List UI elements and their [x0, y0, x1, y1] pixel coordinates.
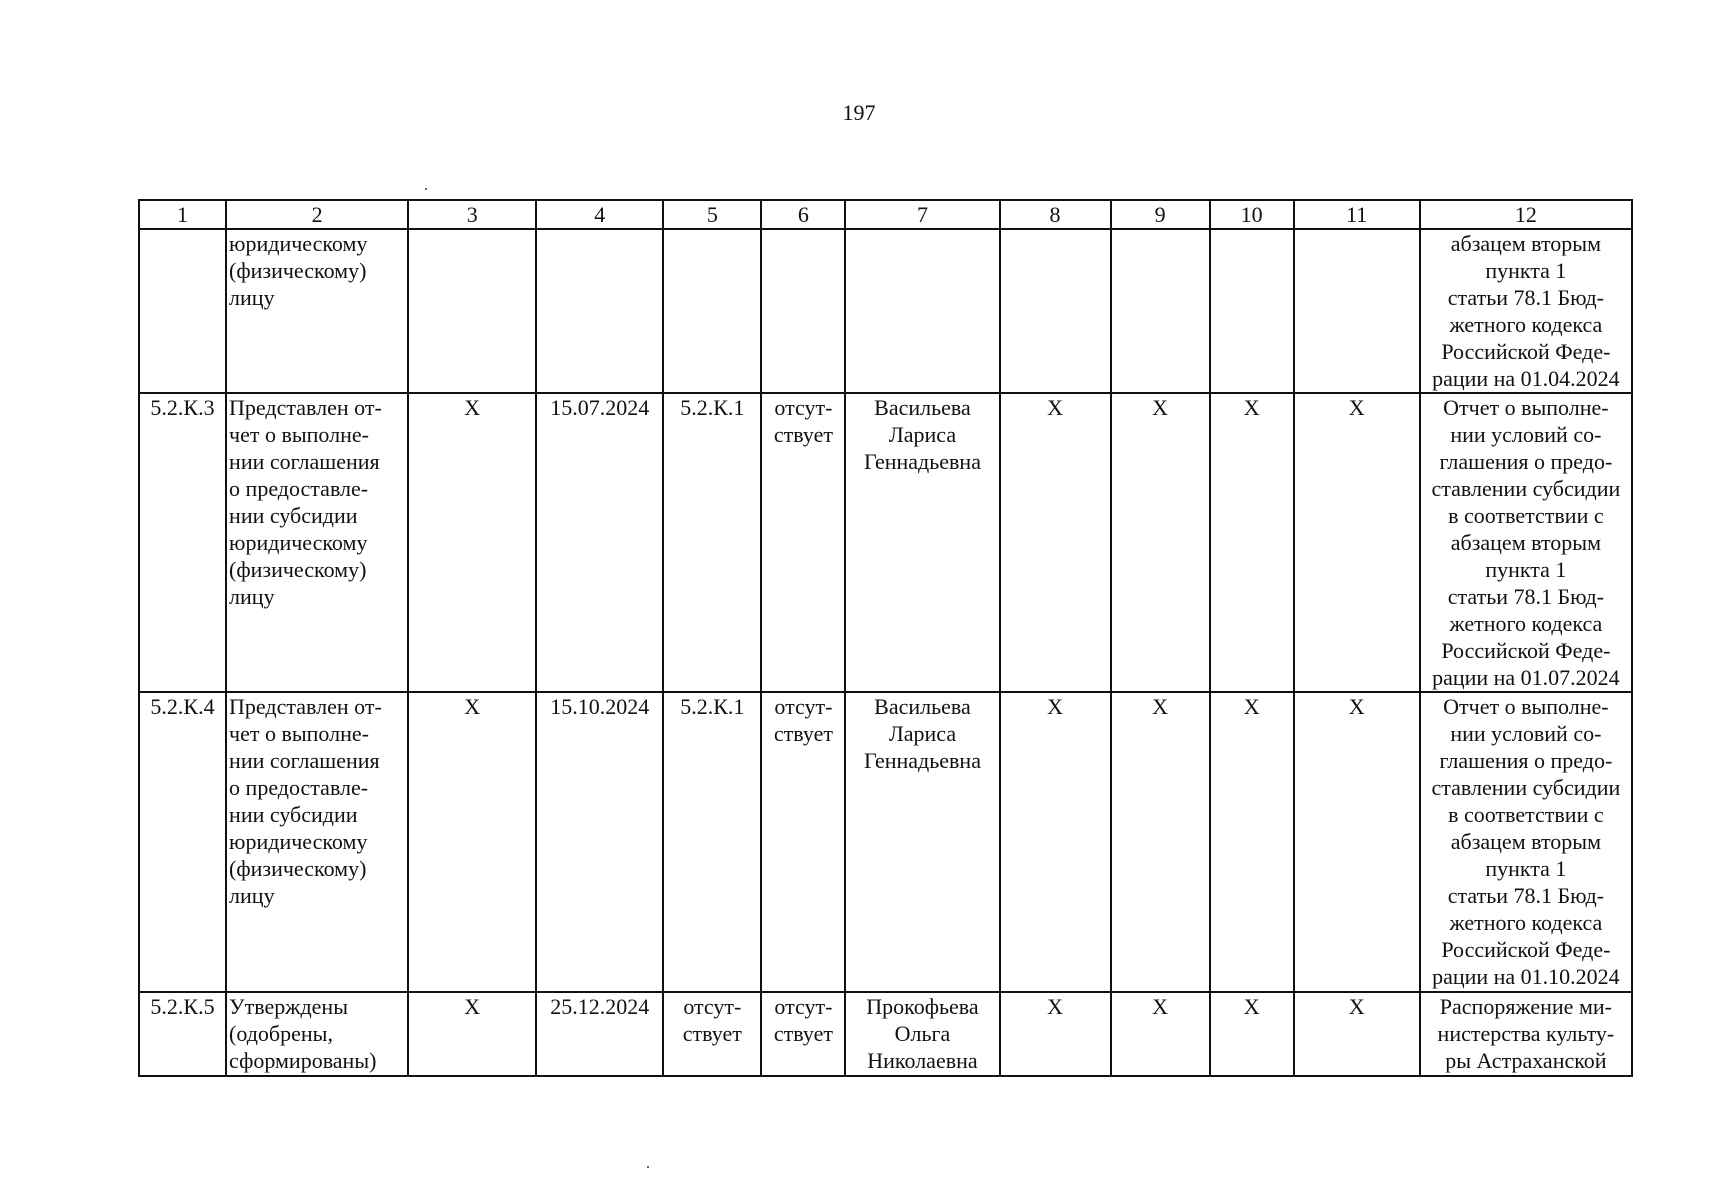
column-header: 10: [1210, 200, 1294, 229]
cell-col9: X: [1111, 992, 1210, 1076]
column-header: 1: [139, 200, 226, 229]
cell-event-name: юридическому (физическому) лицу: [226, 229, 408, 393]
cell-document: Распоряжение ми- нистерства культу- ры Астраханской: [1420, 992, 1632, 1076]
column-header: 2: [226, 200, 408, 229]
cell-col11: X: [1294, 692, 1420, 992]
cell-col6: отсут- ствует: [761, 692, 845, 992]
cell-predecessor: 5.2.К.1: [663, 393, 761, 692]
cell-col8: X: [1000, 692, 1111, 992]
cell-col8: [1000, 229, 1111, 393]
cell-col3: [408, 229, 536, 393]
table-row: [139, 393, 1632, 692]
page-number: 197: [842, 100, 876, 125]
cell-col11: X: [1294, 393, 1420, 692]
column-header: 12: [1420, 200, 1632, 229]
cell-col11: X: [1294, 992, 1420, 1076]
cell-predecessor: отсут- ствует: [663, 992, 761, 1076]
cell-predecessor: [663, 229, 761, 393]
cell-col9: X: [1111, 393, 1210, 692]
column-header: 11: [1294, 200, 1420, 229]
cell-col11: [1294, 229, 1420, 393]
cell-date: 15.07.2024: [536, 393, 663, 692]
cell-document: абзацем вторым пункта 1 статьи 78.1 Бюд- жетного кодекса Российской Феде- рации на 01.04.2024: [1420, 229, 1632, 393]
scan-speck: [425, 188, 427, 190]
cell-responsible: Васильева Лариса Геннадьевна: [845, 393, 999, 692]
column-header: 8: [1000, 200, 1111, 229]
cell-date: 25.12.2024: [536, 992, 663, 1076]
cell-date: 15.10.2024: [536, 692, 663, 992]
cell-number: 5.2.К.3: [139, 393, 226, 692]
column-header: 7: [845, 200, 999, 229]
cell-col8: X: [1000, 393, 1111, 692]
cell-event-name: Представлен от- чет о выполне- нии соглашения о предоставле- нии субсидии юридическому (физическому) лицу: [226, 692, 408, 992]
cell-responsible: Прокофьева Ольга Николаевна: [845, 992, 999, 1076]
cell-col3: X: [408, 393, 536, 692]
table-row: [139, 992, 1632, 1076]
plan-table: [138, 199, 1633, 1077]
cell-responsible: [845, 229, 999, 393]
cell-col10: X: [1210, 992, 1294, 1076]
cell-col10: X: [1210, 692, 1294, 992]
cell-document: Отчет о выполне- нии условий со- глашения о предо- ставлении субсидии в соответствии с абзацем вторым пункта 1 статьи 78.1 Бюд- жетного кодекса Российской Феде- рации на 01.07.2024: [1420, 393, 1632, 692]
column-header: 6: [761, 200, 845, 229]
column-header: 5: [663, 200, 761, 229]
cell-col8: X: [1000, 992, 1111, 1076]
cell-col3: X: [408, 992, 536, 1076]
cell-col6: отсут- ствует: [761, 992, 845, 1076]
cell-col10: [1210, 229, 1294, 393]
table-row: [139, 229, 1632, 393]
column-header: 4: [536, 200, 663, 229]
column-header: 3: [408, 200, 536, 229]
cell-number: 5.2.К.5: [139, 992, 226, 1076]
cell-event-name: Представлен от- чет о выполне- нии соглашения о предоставле- нии субсидии юридическому (физическому) лицу: [226, 393, 408, 692]
cell-predecessor: 5.2.К.1: [663, 692, 761, 992]
cell-col9: X: [1111, 692, 1210, 992]
cell-date: [536, 229, 663, 393]
table-row: [139, 692, 1632, 992]
cell-col10: X: [1210, 393, 1294, 692]
cell-event-name: Утверждены (одобрены, сформированы): [226, 992, 408, 1076]
cell-number: [139, 229, 226, 393]
header-row: [139, 200, 1632, 229]
cell-col6: отсут- ствует: [761, 393, 845, 692]
cell-col9: [1111, 229, 1210, 393]
column-header: 9: [1111, 200, 1210, 229]
cell-col3: X: [408, 692, 536, 992]
cell-responsible: Васильева Лариса Геннадьевна: [845, 692, 999, 992]
cell-document: Отчет о выполне- нии условий со- глашения о предо- ставлении субсидии в соответствии с абзацем вторым пункта 1 статьи 78.1 Бюд- жетного кодекса Российской Феде- рации на 01.10.2024: [1420, 692, 1632, 992]
cell-number: 5.2.К.4: [139, 692, 226, 992]
cell-col6: [761, 229, 845, 393]
scan-speck: [647, 1166, 649, 1168]
